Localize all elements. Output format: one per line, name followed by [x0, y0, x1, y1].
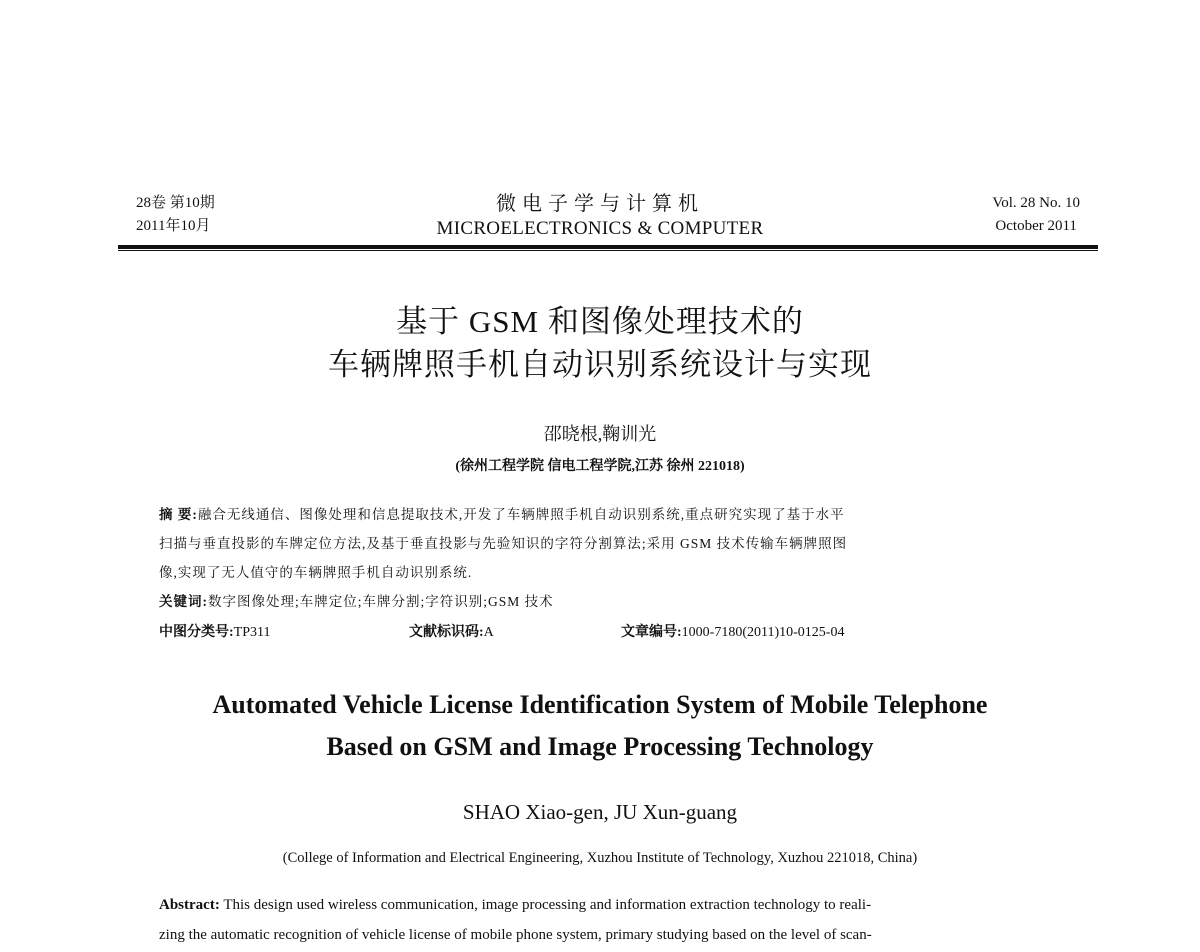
keywords-cn-text: 数字图像处理;车牌定位;车牌分割;字符识别;GSM 技术 [208, 594, 554, 609]
authors-cn: 邵晓根,鞠训光 [543, 424, 657, 444]
abstract-cn-text-1: 融合无线通信、图像处理和信息提取技术,开发了车辆牌照手机自动识别系统,重点研究实现了基于水平 [197, 507, 845, 522]
title-en-line-1: Automated Vehicle License Identification System of Mobile Telephone [212, 690, 988, 719]
abstract-cn [159, 500, 1059, 616]
volume-issue-cn: 28卷 第10期 [136, 195, 215, 211]
title-cn [0, 300, 1200, 386]
affiliation-en: (College of Information and Electrical Engineering, Xuzhou Institute of Technology, Xuzhou 221018, China) [282, 850, 918, 866]
clc-label: 中图分类号: [159, 625, 234, 640]
title-cn-line-2: 车辆牌照手机自动识别系统设计与实现 [328, 347, 872, 382]
keywords-cn-label: 关键词: [159, 594, 208, 609]
journal-header [0, 192, 1200, 252]
header-rule-thick [118, 245, 1098, 249]
affiliation-cn: (徐州工程学院 信电工程学院,江苏 徐州 221018) [455, 459, 745, 474]
clc-number [159, 621, 271, 641]
title-en [0, 684, 1200, 768]
title-en-line-2: Based on GSM and Image Processing Technology [326, 732, 874, 761]
abstract-cn-line-3: 像,实现了无人值守的车辆牌照手机自动识别系统. [159, 565, 473, 580]
journal-name-cn: 微电子学与计算机 [496, 193, 704, 215]
keywords-cn [159, 587, 1059, 616]
article-number-label: 文章编号: [621, 625, 682, 640]
document-code [409, 621, 494, 641]
article-number [621, 621, 844, 641]
header-rule-thin [118, 250, 1098, 251]
abstract-en-text-1: This design used wireless communication, image processing and information extraction technology to reali- [223, 897, 872, 913]
article-number-value: 1000-7180(2011)10-0125-04 [681, 625, 845, 640]
abstract-en-line-1 [159, 890, 1059, 920]
journal-name-en: MICROELECTRONICS & COMPUTER [436, 218, 764, 239]
date-en: October 2011 [995, 218, 1077, 234]
abstract-en [159, 890, 1059, 950]
authors-en: SHAO Xiao-gen, JU Xun-guang [462, 800, 738, 824]
abstract-cn-line-2: 扫描与垂直投影的车牌定位方法,及基于垂直投影与先验知识的字符分割算法;采用 GSM 技术传输车辆牌照图 [159, 536, 848, 551]
clc-value: TP311 [233, 625, 271, 640]
abstract-cn-line-1 [159, 500, 1059, 529]
header-right [992, 192, 1080, 238]
document-code-label: 文献标识码: [409, 625, 484, 640]
abstract-cn-label: 摘 要: [159, 507, 198, 522]
title-cn-line-1: 基于 GSM 和图像处理技术的 [396, 304, 804, 339]
volume-issue-en: Vol. 28 No. 10 [992, 195, 1080, 211]
document-code-value: A [483, 625, 494, 640]
date-cn: 2011年10月 [136, 218, 211, 234]
abstract-en-label: Abstract: [159, 897, 220, 913]
abstract-en-line-2: zing the automatic recognition of vehicle license of mobile phone system, primary studying based on the level of scan- [159, 927, 872, 943]
